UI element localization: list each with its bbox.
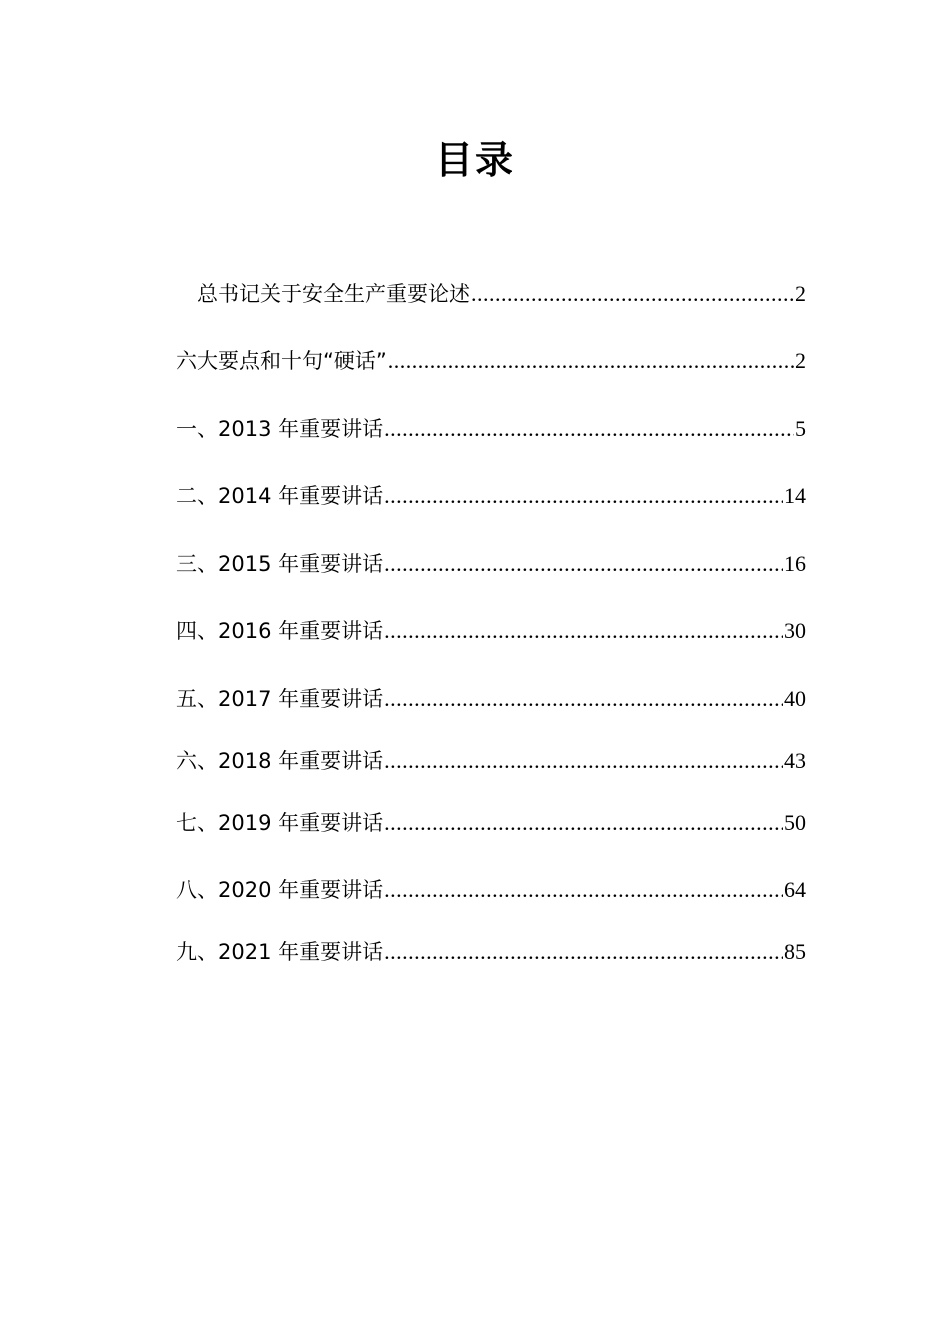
toc-entry[interactable] xyxy=(176,682,806,716)
toc-dot-leader xyxy=(384,873,783,907)
toc-entry-page: 2 xyxy=(795,348,806,373)
toc-entry[interactable] xyxy=(176,479,806,513)
toc-entry[interactable] xyxy=(176,412,806,446)
toc-dot-leader xyxy=(384,744,783,778)
toc-title: 目录 xyxy=(434,138,515,182)
toc-entry[interactable] xyxy=(197,277,806,311)
toc-dot-leader xyxy=(384,806,783,840)
toc-dot-leader xyxy=(384,614,783,648)
toc-entry-page: 30 xyxy=(784,618,806,643)
toc-entry[interactable] xyxy=(176,344,806,378)
toc-entry[interactable] xyxy=(176,935,806,969)
toc-entry-label: 总书记关于安全生产重要论述 xyxy=(197,282,470,306)
toc-entry-page: 64 xyxy=(784,877,806,902)
toc-entry[interactable] xyxy=(176,744,806,778)
toc-dot-leader xyxy=(384,412,794,446)
toc-entry-label: 六、2018 年重要讲话 xyxy=(176,749,384,773)
toc-entry-label: 八、2020 年重要讲话 xyxy=(176,878,384,902)
toc-entry-label: 九、2021 年重要讲话 xyxy=(176,940,384,964)
toc-dot-leader xyxy=(388,344,794,378)
toc-entry[interactable] xyxy=(176,873,806,907)
toc-dot-leader xyxy=(384,479,783,513)
toc-entry-page: 50 xyxy=(784,810,806,835)
toc-entry-label: 四、2016 年重要讲话 xyxy=(176,619,384,643)
toc-entry[interactable] xyxy=(176,547,806,581)
toc-entry[interactable] xyxy=(176,806,806,840)
toc-entry-page: 40 xyxy=(784,686,806,711)
toc-entry-page: 14 xyxy=(784,483,806,508)
toc-entry-page: 2 xyxy=(795,281,806,306)
toc-dot-leader xyxy=(384,682,783,716)
toc-entry-page: 16 xyxy=(784,551,806,576)
toc-entry-label: 七、2019 年重要讲话 xyxy=(176,811,384,835)
toc-entry-label: 三、2015 年重要讲话 xyxy=(176,552,384,576)
toc-entry-label: 二、2014 年重要讲话 xyxy=(176,484,384,508)
toc-entry-label: 一、2013 年重要讲话 xyxy=(176,417,384,441)
toc-dot-leader xyxy=(384,547,783,581)
toc-entry-label: 六大要点和十句“硬话” xyxy=(176,349,387,373)
toc-entry-page: 85 xyxy=(784,939,806,964)
toc-entry-page: 5 xyxy=(795,416,806,441)
toc-entry-label: 五、2017 年重要讲话 xyxy=(176,687,384,711)
toc-entry-page: 43 xyxy=(784,748,806,773)
toc-dot-leader xyxy=(471,277,794,311)
toc-dot-leader xyxy=(384,935,783,969)
toc-entry[interactable] xyxy=(176,614,806,648)
